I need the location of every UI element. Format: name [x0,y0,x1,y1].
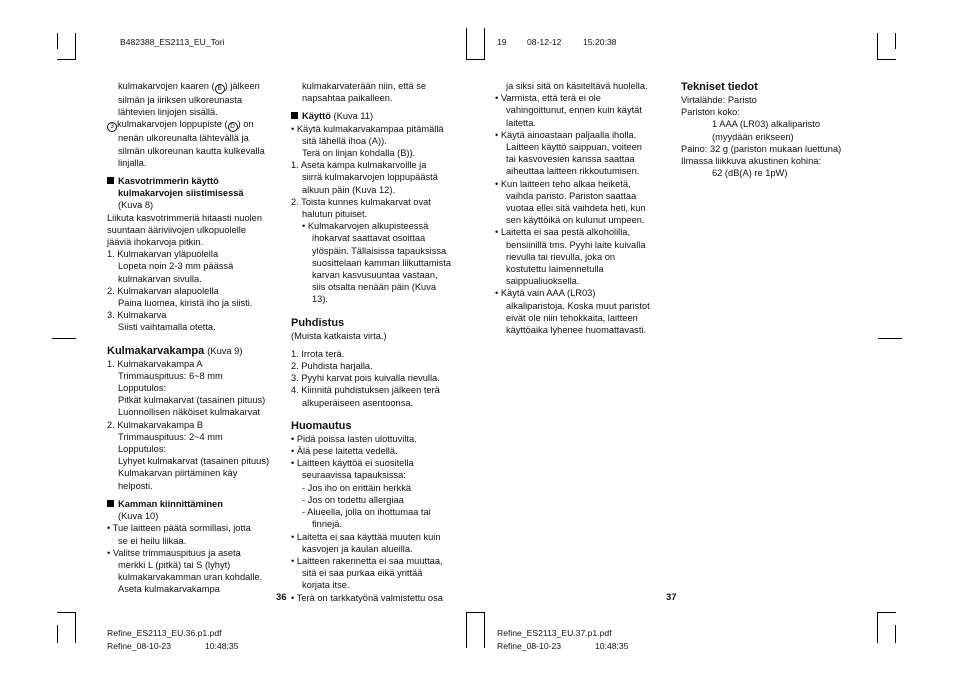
note-title: Huomautus [291,419,352,432]
list-item: 4. Kiinnitä puhdistuksen jälkeen terä [291,385,440,396]
list-item: Lopputulos: [118,444,167,455]
list-item: vaihda paristo. Pariston saattaa [506,190,637,201]
trim-title: Kasvotrimmerin käyttö [118,176,219,187]
list-item: • Älä pese laitetta vedellä. [291,446,398,457]
comb-ref: (Kuva 9) [207,345,243,356]
list-item: 3. Kulmakarva [107,310,167,321]
text-line: silmän ja iiriksen ulkoreunasta [118,95,243,105]
text-line: linjalla. [118,157,147,168]
list-item: Lopputulos: [118,383,167,394]
bullet-square-icon [291,112,298,119]
list-item: helposti. [118,480,153,491]
footer-left-time: 10:48:35 [205,641,239,651]
list-item: • Laitteen rakennetta ei saa muuttaa, [291,555,443,566]
list-item: - Jos iho on erittäin herkkä [302,482,412,493]
list-item: karvan kasvusuuntaa vastaan, [312,270,438,281]
list-item: Trimmauspituus: 6~8 mm [118,370,223,381]
list-item: 3. Pyyhi karvat pois kuivalla rievulla. [291,373,440,384]
column-2 [291,80,467,604]
list-item: 2. Puhdista harjalla. [291,361,373,372]
list-item: • Tue laitteen päätä sormillasi, jotta [107,523,251,534]
spec-line: 1 AAA (LR03) alkaliparisto [712,119,821,130]
list-item: 1. Kulmakarvakampa A [107,358,203,369]
list-item: seuraavissa tapauksissa: [302,470,406,481]
list-item: • Laitteen käyttöä ei suositella [291,458,414,469]
clean-subtitle: (Muista katkaista virta.) [291,330,387,341]
list-item: tai kasvovesien kanssa saattaa [506,154,635,165]
list-item: se ei heilu liikaa. [118,535,187,546]
text-line: kulmakarvaterään niin, että se [302,81,427,91]
list-item: käyttöaika lyhenee huomattavasti. [506,325,647,336]
list-item: Siisti vaihtamalla otetta. [118,322,216,333]
list-item: sitä lähellä ihoa (A)). [302,135,387,146]
text-line: ja siksi sitä on käsiteltävä huolella. [506,81,648,91]
header-time: 15:20:38 [583,37,617,47]
list-item: sen käyttöikä on kulunut umpeen. [506,215,645,226]
list-item: • Varmista, että terä ei ole [495,93,601,104]
column-3 [495,80,667,336]
footer-right-time: 10:48:35 [595,641,629,651]
use-ref: (Kuva 11) [333,111,374,122]
footer-left-file: Refine_ES2113_EU.36.p1.pdf [107,628,222,638]
list-item: Pitkät kulmakarvat (tasainen pituus) [118,395,266,406]
list-item: kulmakarvan sivulla. [118,273,202,284]
list-item: • Käytä vain AAA (LR03) [495,288,596,299]
list-item: rievulla tai rievulla, joka on [506,251,616,262]
list-item: - Alueella, jolla on ihottumaa tai [302,507,431,518]
list-item: Kulmakarvan piirtäminen käy [118,468,238,479]
list-item: • Laitetta ei saa käyttää muuten kuin [291,531,441,542]
text-line: Liikuta kasvotrimmeriä hitaasti nuolen [107,212,263,223]
list-item: merkki L (pitkä) tai S (lyhyt) [118,559,231,570]
list-item: • Valitse trimmauspituus ja aseta [107,547,241,558]
attach-title: Kamman kiinnittäminen [118,498,223,509]
list-item: sitä ei saa purkaa eikä yrittää [302,568,423,579]
list-item: vuotaa ellei sitä vaihdeta heti, kun [506,203,646,214]
spec-line: Ilmassa liikkuva akustinen kohina: [681,156,822,167]
list-item: - Jos on todettu allergiaa [302,494,404,505]
list-item: Laitteen käyttö saippuan, voiteen [506,142,642,153]
list-item: 1. Kulmakarvan yläpuolella [107,249,219,260]
list-item: ihokarvat saattavat osoittaa [312,233,426,244]
list-item: 1. Irrota terä. [291,348,345,359]
footer-right-date: Refine_08-10-23 [497,641,562,651]
footer-right-file: Refine_ES2113_EU.37.p1.pdf [497,628,612,638]
list-item: alkuun päin (Kuva 12). [302,184,396,195]
list-item: kasvojen ja kaulan alueilla. [302,543,413,554]
text-line: nenän ulkoreunalta lähtevällä ja [118,133,249,144]
spec-line: Paino: 32 g (pariston mukaan luettuna) [681,143,842,154]
list-item: finnejä. [312,519,342,530]
list-item: Paina luomea, kiristä iho ja siisti. [118,298,253,309]
tech-title: Tekniset tiedot [681,81,758,93]
list-item: halutun pituiset. [302,209,368,220]
column-1: kulmakarvojen kaaren ( B ) jälkeen silmän ja iiriksen ulkoreunasta lähtevien linjojen sisällä. 3 kulmakarvojen loppupiste ( D ) on nenän ulkoreunalta lähtevällä ja silmän ulkoreunan kautta kulkevalla linjalla. Kasvotrimmerin käyttö kulmakarvojen siistimisessä (Kuva 8) Liikuta kasvotrimmeriä hitaasti nuolen suuntaan ääriviivojen ulkopuolelle jääviä ihokarvoja pitkin. 1. Kulmakarvan yläpuolella Lopeta noin 2-3 mm päässä kulmakarvan sivulla. 2. Kulmakarvan alapuolella Paina luomea, kiristä iho ja siisti. 3. Kulmakarva Siisti vaihtamalla otetta. Kulmakarvakampa (Kuva 9) 1. Kulmakarvakampa A Trimmauspituus: 6~8 mm Lopputulos: Pitkät kulmakarvat (tasainen pituus) Luonnollisen näköiset kulmakarvat 2. Kulmakarvakampa B Trimmauspituus: 2~4 mm Lopputulos: Lyhyet kulmakarvat (tasainen pituus) Kulmakarvan piirtäminen käy helposti. Kamman kiinnittäminen (Kuva 10) • Tue laitteen päätä sormillasi, jotta se ei heilu liikaa. • Valitse trimmauspituus ja aseta merkki L (pitkä) tai S (lyhyt) kulmakarvakamman uran kohdalle. Aseta kulmakarvakampa [107,80,277,596]
text-line: napsahtaa paikalleen. [302,93,393,104]
list-item: 2. Toista kunnes kulmakarvat ovat [291,196,431,207]
list-item: Lyhyet kulmakarvat (tasainen pituus) [118,456,270,467]
list-item: Aseta kulmakarvakampa [118,584,220,595]
list-item: ylöspäin. Tällaisissa tapauksissa [312,245,447,256]
clean-title: Puhdistus [291,316,345,329]
list-item: siis otsalta nenään päin (Kuva [312,282,437,293]
label-b-icon: B [215,84,225,94]
spec-line: (myydään erikseen) [712,131,794,142]
spec-line: Virtalähde: Paristo [681,95,757,105]
header-page-ref: 19 [497,37,507,47]
trim-title-2: kulmakarvojen siistimisessä [118,188,244,199]
list-item: • Laitetta ei saa pestä alkoholilla, [495,227,631,238]
column-4 [681,80,861,179]
footer-left-date: Refine_08-10-23 [107,641,172,651]
list-item: 13). [312,294,329,305]
list-item: eivät ole niin tehokkaita, laitteen [506,312,638,323]
trim-ref: (Kuva 8) [118,200,154,211]
list-item: Lopeta noin 2-3 mm päässä [118,261,234,272]
list-item: 2. Kulmakarvakampa B [107,419,204,430]
bullet-square-icon [107,177,114,184]
list-item: bensiinillä tms. Pyyhi laite kuivalla [506,239,646,250]
list-item: kostutettu laimennetulla [506,264,604,275]
comb-title: Kulmakarvakampa [107,344,205,357]
list-item: korjata itse. [302,580,350,591]
list-item: aiheuttaa laitteen rikkoutumisen. [506,166,640,177]
list-item: Terä on linjan kohdalla (B)). [302,148,416,159]
number-3-icon: 3 [107,122,117,132]
list-item: • Pidä poissa lasten ulottuvilta. [291,433,417,444]
use-title: Käyttö [302,111,331,122]
text-line: kulmakarvojen kaaren ( B ) jälkeen [118,81,260,92]
list-item: 2. Kulmakarvan alapuolella [107,285,219,296]
text-line: suuntaan ääriviivojen ulkopuolelle [107,224,247,235]
list-item: alkaliparistoja. Koska muut paristot [506,300,650,311]
list-item: • Käytä kulmakarvakampaa pitämällä [291,123,444,134]
list-item: siirrä kulmakarvojen loppupäästä [302,172,438,183]
list-item: vahingoittunut, ennen kuin käytät [506,105,642,116]
spec-line: Pariston koko: [681,107,740,118]
list-item: • Käytä ainoastaan paljaalla iholla. [495,129,637,140]
list-item: saippualiuoksella. [506,276,580,287]
list-item: 1. Aseta kampa kulmakarvoille ja [291,160,427,171]
list-item: kulmakarvakamman uran kohdalle. [118,572,263,583]
text-line: jääviä ihokarvoja pitkin. [107,237,204,248]
page-number-left: 36 [276,592,287,603]
attach-ref: (Kuva 10) [118,511,159,522]
page-number-right: 37 [666,592,677,603]
header-job-name: B482388_ES2113_EU_Tori [120,37,225,47]
bullet-square-icon [107,500,114,507]
label-d-icon: D [228,122,238,132]
list-item: • Kun laitteen teho alkaa heiketä, [495,178,631,189]
list-item: • Terä on tarkkatyönä valmistettu osa [291,592,443,603]
text-line: lähtevien linjojen sisällä. [118,107,218,118]
spec-line: 62 (dB(A) re 1pW) [712,168,788,179]
list-item: • Kulmakarvojen alkupisteessä [302,221,429,232]
list-item: Luonnollisen näköiset kulmakarvat [118,407,261,418]
header-date: 08-12-12 [527,37,562,47]
text-line: silmän ulkoreunan kautta kulkevalla [118,145,265,156]
list-item: suosittelaan kamman liikuttamista [312,257,451,268]
list-item: Trimmauspituus: 2~4 mm [118,431,223,442]
list-item: alkuperäiseen asentoonsa. [302,397,414,408]
list-item: laitetta. [506,117,536,128]
